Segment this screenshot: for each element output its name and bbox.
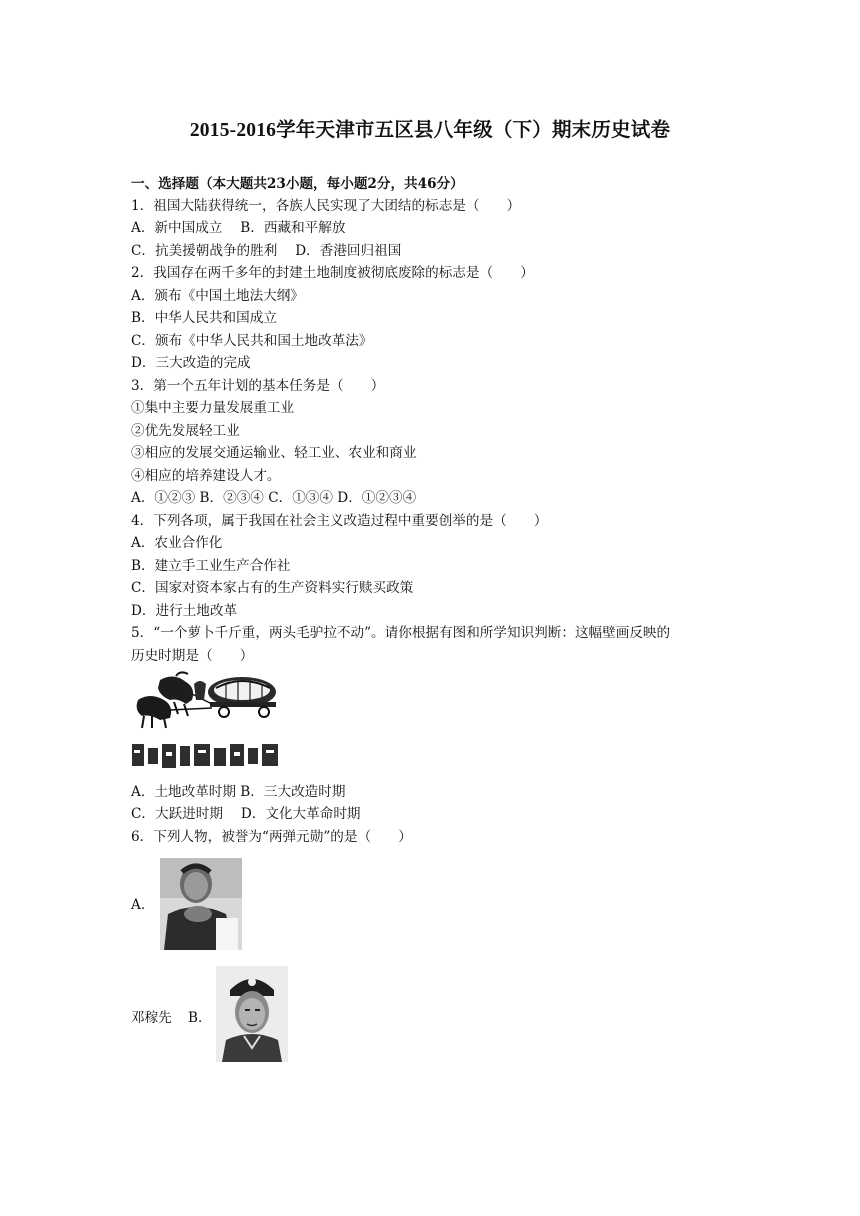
question-1-option-line: A．新中国成立 B．西藏和平解放 [131,220,346,236]
question-1-stem: 1．祖国大陆获得统一，各族人民实现了大团结的标志是（ ） [131,198,521,214]
question-6-option-b-label: B． [188,1010,212,1026]
question-5-stem-continued: 历史时期是（ ） [131,648,254,664]
question-3-item-4: ④相应的培养建设人才。 [131,468,281,484]
portrait-photo-a [160,858,242,950]
question-2-stem: 2．我国存在两千多年的封建土地制度被彻底废除的标志是（ ） [131,265,534,281]
question-3-item-1: ①集中主要力量发展重工业 [131,400,295,416]
question-1-option-line: C．抗美援朝战争的胜利 D．香港回归祖国 [131,243,402,259]
question-2-option-d: D．三大改造的完成 [131,355,251,371]
question-3-item-2: ②优先发展轻工业 [131,423,240,439]
question-5-stem: 5．“一个萝卜千斤重，两头毛驴拉不动”。请你根据有图和所学知识判断：这幅壁画反映的 [131,625,671,641]
question-2-option-b: B．中华人民共和国成立 [131,310,277,326]
question-5-option-line: A．土地改革时期 B．三大改造时期 [131,784,346,800]
question-4-option-d: D．进行土地改革 [131,603,238,619]
question-6-stem: 6．下列人物，被誉为“两弹元勋”的是（ ） [131,829,412,845]
section-heading: 一、选择题（本大题共23小题，每小题2分，共46分） [131,176,464,192]
question-4-option-c: C．国家对资本家占有的生产资料实行赎买政策 [131,580,414,596]
question-3-options: A．①②③ B．②③④ C．①③④ D．①②③④ [131,490,417,506]
question-6-option-a-label: A． [131,897,155,913]
question-2-option-c: C．颁布《中华人民共和国土地改革法》 [131,333,373,349]
exam-title: 2015-2016学年天津市五区县八年级（下）期末历史试卷 [189,120,671,141]
question-6-option-b-prefix: 邓稼先 [131,1010,186,1026]
question-3-stem: 3．第一个五年计划的基本任务是（ ） [131,378,385,394]
question-3-item-3: ③相应的发展交通运输业、轻工业、农业和商业 [131,445,417,461]
question-4-stem: 4．下列各项，属于我国在社会主义改造过程中重要创举的是（ ） [131,513,548,529]
question-5-option-line: C．大跃进时期 D．文化大革命时期 [131,806,361,822]
question-2-option-a: A．颁布《中国土地法大纲》 [131,288,304,304]
question-4-option-a: A．农业合作化 [131,535,223,551]
portrait-photo-b [216,966,288,1062]
mural-image [130,670,282,776]
question-4-option-b: B．建立手工业生产合作社 [131,558,291,574]
